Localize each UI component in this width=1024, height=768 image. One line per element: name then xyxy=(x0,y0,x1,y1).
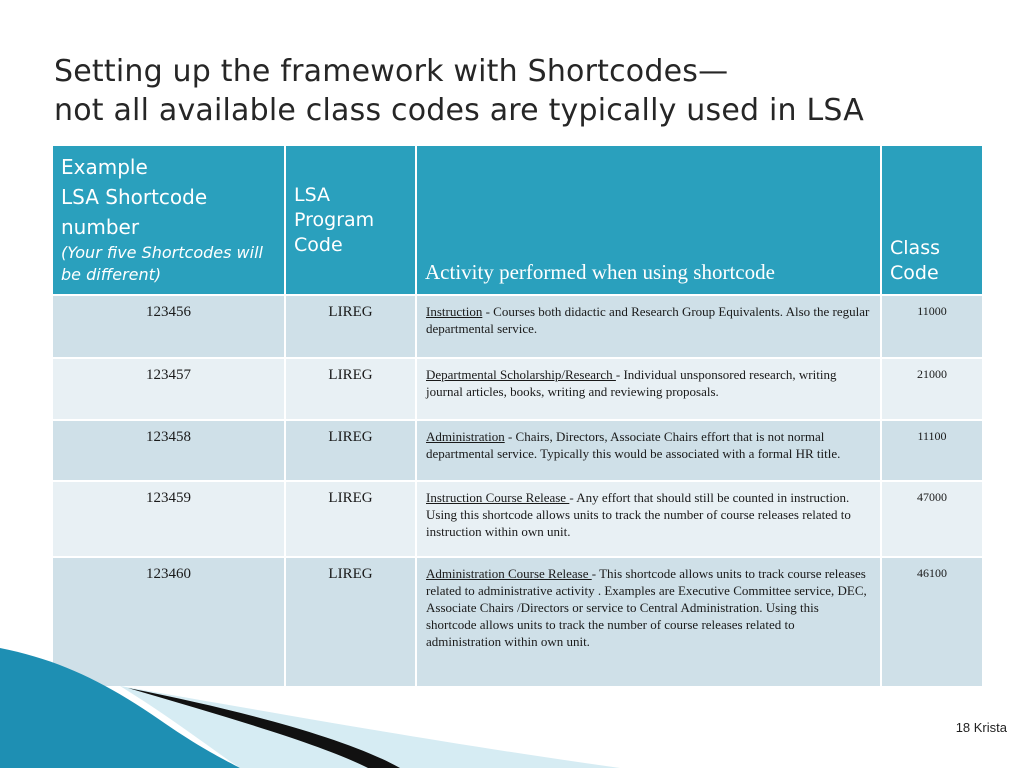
program-code: LIREG xyxy=(285,420,416,481)
table-row xyxy=(52,295,983,358)
table-header-row xyxy=(52,145,983,295)
table-row xyxy=(52,481,983,557)
program-code: LIREG xyxy=(285,557,416,687)
slide-title-line-2: not all available class codes are typically used in LSA xyxy=(54,93,864,128)
table-row xyxy=(52,420,983,481)
slide-footer: 18 Krista xyxy=(955,720,1007,735)
header-example-shortcode xyxy=(52,145,285,295)
header-col1-line2: LSA Shortcode xyxy=(61,185,208,209)
slide-title-line-1: Setting up the framework with Shortcodes— xyxy=(54,54,729,89)
activity-title: Instruction xyxy=(426,304,483,319)
activity-text: - Individual unsponsored research, writing journal articles, books, writing and reviewing proposals. xyxy=(426,367,837,399)
activity-text: - This shortcode allows units to track course releases related to administrative activity . Examples are Executive Committee service, DEC, Associate Chairs /Directors or service to Central Administration. Using this shortcode allows units to track the number of course releases related to administration within own unit. xyxy=(426,566,867,649)
activity-text: - Courses both didactic and Research Group Equivalents. Also the regular departmental service. xyxy=(426,304,870,336)
slide-title xyxy=(54,52,1004,130)
shortcode-table xyxy=(51,144,984,688)
activity-text: - Chairs, Directors, Associate Chairs effort that is not normal departmental service. Typically this would be associated with a formal HR title. xyxy=(426,429,841,461)
class-code: 46100 xyxy=(881,557,983,687)
class-code: 11100 xyxy=(881,420,983,481)
activity-title: Administration Course Release xyxy=(426,566,592,581)
activity-description xyxy=(416,358,881,420)
shortcode-number: 123460 xyxy=(52,557,285,687)
program-code: LIREG xyxy=(285,358,416,420)
table-row xyxy=(52,358,983,420)
header-col1-line1: Example xyxy=(61,155,148,179)
class-code: 21000 xyxy=(881,358,983,420)
program-code: LIREG xyxy=(285,481,416,557)
activity-title: Administration xyxy=(426,429,505,444)
header-activity: Activity performed when using shortcode xyxy=(416,145,881,295)
program-code: LIREG xyxy=(285,295,416,358)
decorative-wave xyxy=(0,640,1024,768)
header-col1-note: (Your five Shortcodes will be different) xyxy=(61,243,263,284)
class-code: 47000 xyxy=(881,481,983,557)
header-program-code: LSA Program Code xyxy=(285,145,416,295)
shortcode-number: 123457 xyxy=(52,358,285,420)
shortcode-number: 123459 xyxy=(52,481,285,557)
activity-description xyxy=(416,420,881,481)
activity-title: Departmental Scholarship/Research xyxy=(426,367,616,382)
activity-description xyxy=(416,295,881,358)
activity-text: - Any effort that should still be counted in instruction. Using this shortcode allows units to track the number of course releases related to instruction within own unit. xyxy=(426,490,851,539)
header-col1-line3: number xyxy=(61,215,140,239)
header-class-code: Class Code xyxy=(881,145,983,295)
activity-title: Instruction Course Release xyxy=(426,490,570,505)
activity-description xyxy=(416,481,881,557)
shortcode-number: 123456 xyxy=(52,295,285,358)
shortcode-number: 123458 xyxy=(52,420,285,481)
class-code: 11000 xyxy=(881,295,983,358)
